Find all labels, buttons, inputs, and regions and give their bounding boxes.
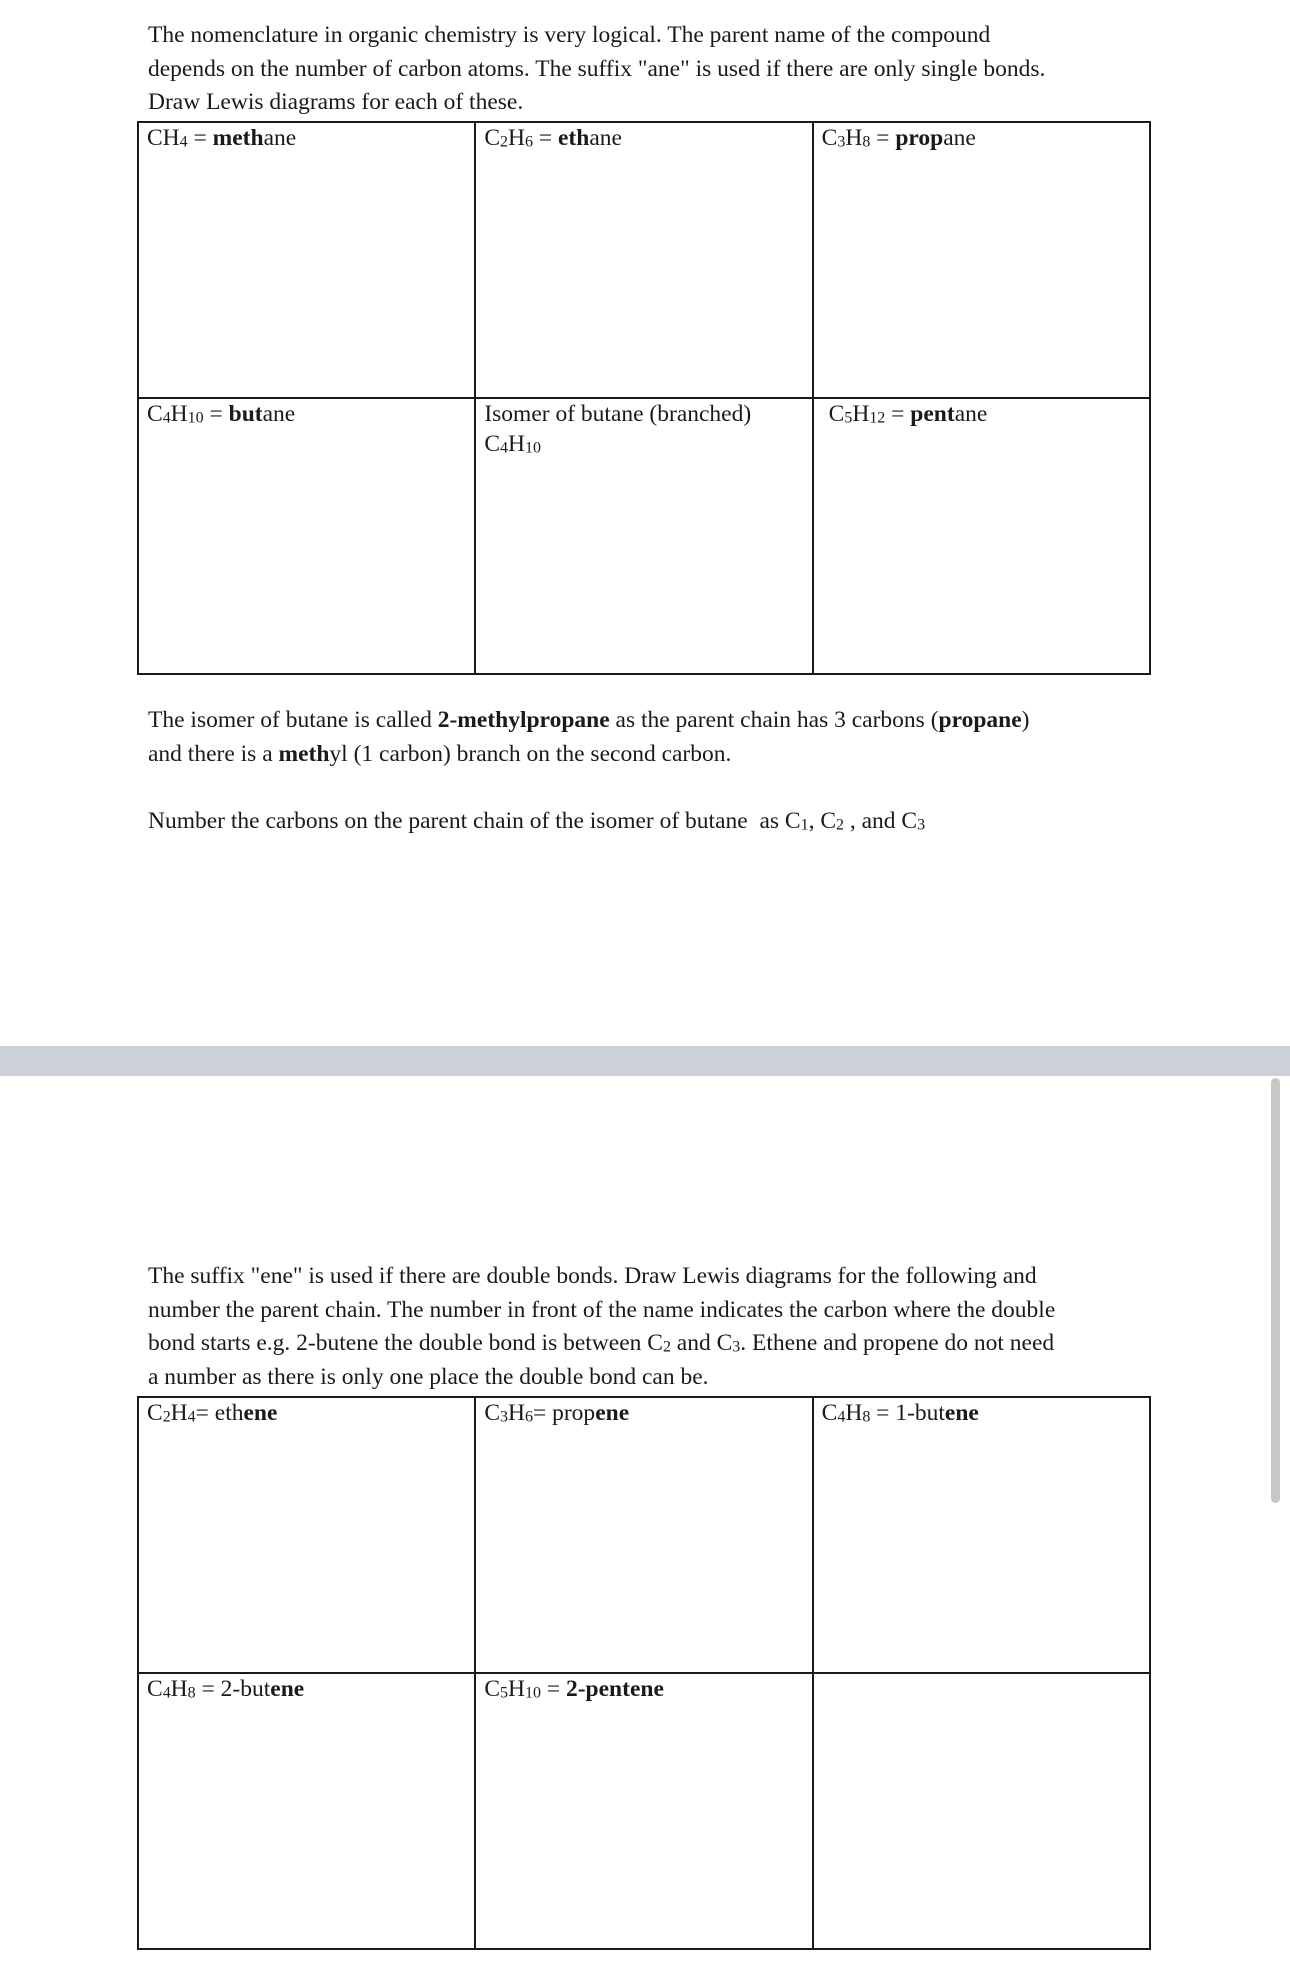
butene1-label: $C_4H_8$ = 1-butene <box>821 1400 979 1426</box>
isomer-formula: $C_4H_{10}$ <box>484 431 541 457</box>
butene2-label: $C_4H_8$ = 2-butene <box>147 1676 305 1702</box>
cell-2-butene <box>138 1673 475 1949</box>
alkanes-table <box>137 121 1151 675</box>
intro-line: Draw Lewis diagrams for each of these. <box>148 89 524 115</box>
pentene2-label: $C_5H_{10}$ = 2-pentene <box>484 1676 664 1702</box>
scrollbar-thumb[interactable] <box>1271 1078 1280 1503</box>
page-break-divider <box>0 1046 1290 1076</box>
isomer-title: Isomer of butane (branched) <box>484 401 752 427</box>
propene-label: $C_3H_6=$ propene <box>484 1400 630 1426</box>
cell-isomer <box>475 398 812 674</box>
ethane-label: $C_2H_6$ = ethane <box>484 125 622 151</box>
methane-label: $CH_4$ = methane <box>147 125 297 151</box>
isomer-paragraph <box>148 704 1148 771</box>
cell-ethene <box>138 1397 475 1673</box>
ene-line: a number as there is only one place the double bond can be. <box>148 1363 709 1390</box>
intro-paragraph <box>148 19 1148 120</box>
isomer-line: The isomer of butane is called 2-methylpropane as the parent chain has 3 carbons (propane) <box>148 707 1030 733</box>
cell-butane <box>138 398 475 674</box>
cell-pentane <box>813 398 1150 674</box>
intro-line: The nomenclature in organic chemistry is very logical. The parent name of the compound <box>148 22 991 48</box>
alkenes-table <box>137 1396 1151 1950</box>
ene-line: bond starts e.g. 2-butene the double bond is between $C_2$ and $C_3$. Ethene and propene do not need <box>148 1330 1055 1356</box>
cell-propene <box>475 1397 812 1673</box>
table-row <box>138 398 1150 674</box>
ene-paragraph <box>148 1260 1148 1394</box>
propane-label: $C_3H_8$ = propane <box>821 125 976 151</box>
cell-methane <box>138 122 475 398</box>
cell-1-butene <box>813 1397 1150 1673</box>
intro-line: depends on the number of carbon atoms. The suffix "ane" is used if there are only single bonds. <box>148 55 1046 82</box>
table-row <box>138 122 1150 398</box>
cell-ethane <box>475 122 812 398</box>
ene-line: The suffix "ene" is used if there are double bonds. Draw Lewis diagrams for the following and <box>148 1263 1037 1289</box>
isomer-line: and there is a methyl (1 carbon) branch on the second carbon. <box>148 740 732 767</box>
ene-line: number the parent chain. The number in front of the name indicates the carbon where the double <box>148 1296 1056 1323</box>
pentane-label: $C_5H_{12} = pentane$ <box>828 401 988 427</box>
cell-2-pentene <box>475 1673 812 1949</box>
ethene-label: $C_2H_4=$ ethene <box>147 1400 278 1426</box>
table-row <box>138 1673 1150 1949</box>
cell-propane <box>813 122 1150 398</box>
numbering-instruction: Number the carbons on the parent chain of the isomer of butane as $C_1$, $C_2$ , and $C_3$ <box>148 808 926 834</box>
table-row <box>138 1397 1150 1673</box>
cell-empty <box>813 1673 1150 1949</box>
butane-label: $C_4H_{10} = butane$ <box>147 401 296 427</box>
